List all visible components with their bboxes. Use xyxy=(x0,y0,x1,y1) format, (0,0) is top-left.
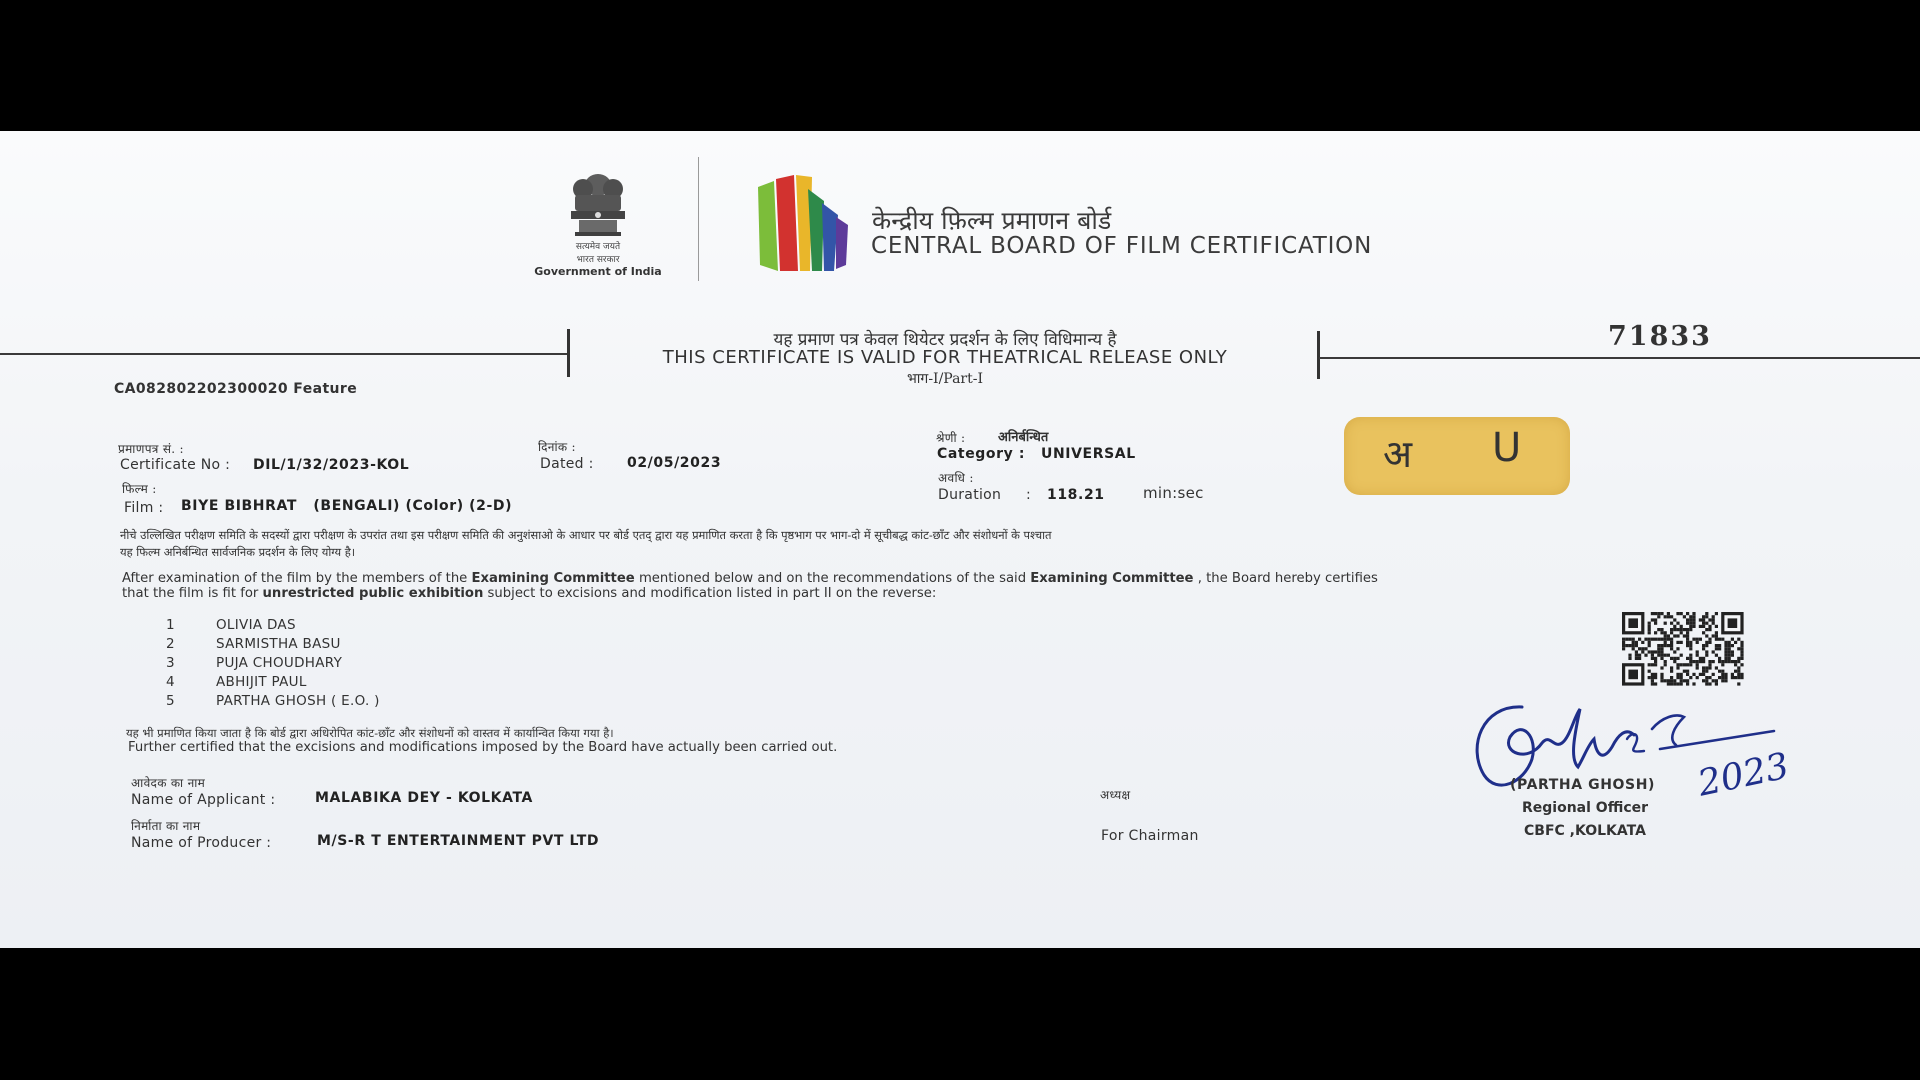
producer-hindi: निर्माता का नाम xyxy=(131,819,201,833)
category-hindi-label: श्रेणी : xyxy=(936,431,966,445)
qr-code-icon xyxy=(1622,612,1744,688)
reference-number: CA082802202300020 Feature xyxy=(114,381,358,397)
member-name: PARTHA GHOSH ( E.O. ) xyxy=(216,693,380,709)
banner-part: भाग-I/Part-I xyxy=(906,371,984,387)
producer-label: Name of Producer : xyxy=(131,835,272,851)
member-name: ABHIJIT PAUL xyxy=(216,674,307,690)
body-english-line1 xyxy=(122,571,1378,586)
applicant-label: Name of Applicant : xyxy=(131,792,276,808)
member-number: 1 xyxy=(166,617,175,633)
duration-unit: min:sec xyxy=(1143,484,1204,502)
certificate-no-hindi: प्रमाणपत्र सं. : xyxy=(118,442,184,456)
film-hindi: फिल्म : xyxy=(122,482,157,496)
member-number: 2 xyxy=(166,636,175,652)
banner-rule-right xyxy=(1319,357,1920,359)
banner-hindi: यह प्रमाण पत्र केवल थियेटर प्रदर्शन के लिए विधिमान्य है xyxy=(773,330,1117,350)
banner-english: THIS CERTIFICATE IS VALID FOR THEATRICAL RELEASE ONLY xyxy=(662,347,1228,368)
rating-badge xyxy=(1344,417,1570,495)
body-hindi-line2: यह फिल्म अनिर्बन्धित सार्वजनिक प्रदर्शन के लिए योग्य है। xyxy=(120,545,356,559)
emblem-caption: Government of India xyxy=(534,265,662,278)
member-name: SARMISTHA BASU xyxy=(216,636,341,652)
applicant-value: MALABIKA DEY - KOLKATA xyxy=(315,790,533,806)
member-number: 4 xyxy=(166,674,175,690)
committee-members xyxy=(166,616,380,711)
banner-rule-left xyxy=(0,353,568,355)
cbfc-logo-icon xyxy=(748,167,858,277)
further-english: Further certified that the excisions and modifications imposed by the Board have actually been carried out. xyxy=(128,740,838,755)
body-text: After examination of the film by the members of the xyxy=(122,571,472,586)
rating-english: U xyxy=(1492,425,1522,471)
applicant-hindi: आवेदक का नाम xyxy=(131,776,206,790)
ashoka-emblem-icon xyxy=(561,169,635,239)
list-item xyxy=(166,635,380,654)
officer-title: Regional Officer xyxy=(1522,800,1649,816)
duration-hindi: अवधि : xyxy=(938,471,974,485)
board-name-english: CENTRAL BOARD OF FILM CERTIFICATION xyxy=(871,233,1373,259)
duration-label: Duration xyxy=(938,487,1002,503)
list-item xyxy=(166,654,380,673)
further-hindi: यह भी प्रमाणित किया जाता है कि बोर्ड द्वारा अधिरोपित कांट-छाँट और संशोधनों को वास्तव में कार्यान्वित किया गया है। xyxy=(126,726,614,740)
body-text: mentioned below and on the recommendations of the said xyxy=(634,571,1031,586)
body-hindi-line1: नीचे उल्लिखित परीक्षण समिति के सदस्यों द्वारा परीक्षण के उपरांत तथा इस परीक्षण समिति की अनुशंसाओ के आधार पर बोर्ड एतद् द्वारा यह प्रमाणित करता है कि पृष्ठभाग पर भाग-दो में सूचीबद्ध कांट-छाँट और संशोधनों के पश्चात xyxy=(120,528,1052,542)
member-name: PUJA CHOUDHARY xyxy=(216,655,343,671)
film-label: Film : xyxy=(124,500,164,516)
duration-value: 118.21 xyxy=(1047,487,1105,503)
body-text: , the Board hereby certifies xyxy=(1193,571,1378,586)
officer-name: (PARTHA GHOSH) xyxy=(1510,777,1656,793)
banner-bar-right xyxy=(1317,331,1320,379)
list-item xyxy=(166,673,380,692)
body-text: that the film is fit for xyxy=(122,586,263,601)
category-hindi-value: अनिर्बन्धित xyxy=(998,430,1049,445)
body-text-bold: unrestricted public exhibition xyxy=(262,586,484,601)
banner-bar-left xyxy=(567,329,570,377)
emblem xyxy=(528,169,668,278)
producer-value: M/S-R T ENTERTAINMENT PVT LTD xyxy=(317,833,600,849)
category-value: UNIVERSAL xyxy=(1041,446,1136,462)
emblem-motto: सत्यमेव जयते xyxy=(575,242,621,252)
body-text-bold: Examining Committee xyxy=(1030,571,1194,586)
board-name-hindi: केन्द्रीय फ़िल्म प्रमाणन बोर्ड xyxy=(872,206,1112,235)
member-number: 5 xyxy=(166,693,175,709)
list-item xyxy=(166,692,380,711)
header-divider xyxy=(698,157,699,281)
film-value: BIYE BIBHRAT (BENGALI) (Color) (2-D) xyxy=(181,498,513,514)
member-number: 3 xyxy=(166,655,175,671)
list-item xyxy=(166,616,380,635)
body-text-bold: Examining Committee xyxy=(471,571,635,586)
chairman-label: For Chairman xyxy=(1101,828,1199,844)
member-name: OLIVIA DAS xyxy=(216,617,296,633)
body-english-line2 xyxy=(122,586,936,601)
chairman-hindi: अध्यक्ष xyxy=(1100,788,1131,802)
date-hindi: दिनांक : xyxy=(538,440,576,454)
certificate-no-value: DIL/1/32/2023-KOL xyxy=(253,457,410,473)
emblem-hindi-caption: भारत सरकार xyxy=(576,255,620,265)
certificate-document xyxy=(0,131,1920,948)
officer-office: CBFC ,KOLKATA xyxy=(1524,823,1646,839)
date-label: Dated : xyxy=(540,456,594,472)
rating-hindi: अ xyxy=(1383,432,1413,476)
category-label: Category : xyxy=(937,446,1026,462)
body-text: subject to excisions and modification listed in part II on the reverse: xyxy=(483,586,937,601)
certificate-no-label: Certificate No : xyxy=(120,457,231,473)
serial-number: 71833 xyxy=(1608,321,1712,352)
signature-date: 2023 xyxy=(1694,745,1793,805)
date-value: 02/05/2023 xyxy=(627,455,722,471)
duration-colon: : xyxy=(1026,487,1032,503)
